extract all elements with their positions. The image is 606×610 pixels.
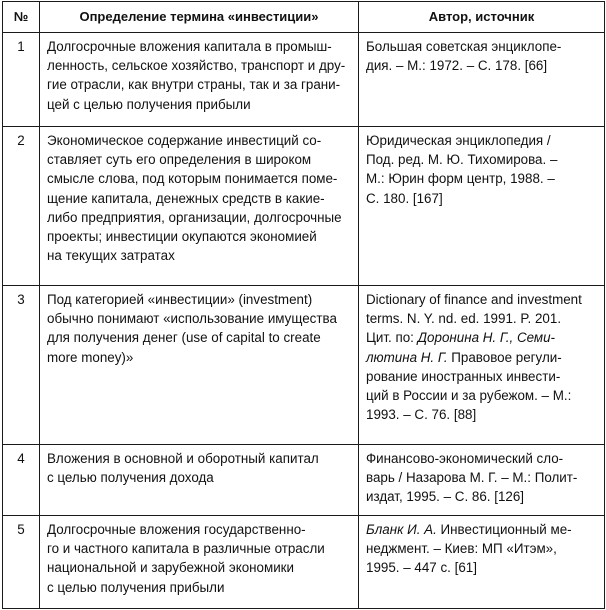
source-text: Инвестиционный ме- [436,522,572,537]
source-line [366,328,597,347]
definition-line: смысле слова, под которым понимается поме- [47,171,338,187]
source-line: 1993. – С. 76. [88] [366,407,477,423]
source-line: неджмент. – Киев: МП «Итэм», [366,541,557,557]
definition-line: Вложения в основной и оборотный капитал [47,451,319,466]
definition-line: ленность, сельское хозяйство, транспорт и дру- [47,58,346,74]
row-number: 4 [3,445,40,516]
header-source: Автор, источник [359,2,605,33]
source-line: С. 180. [167] [366,190,443,206]
table-row [3,33,605,127]
source-line [366,520,597,539]
row-number: 1 [3,33,40,127]
definition-line: щение капитала, денежных средств в какие- [47,190,325,206]
source-author-italic: Доронина Н. Г., Семи- [417,330,556,346]
source-text: Цит. по: [366,330,418,346]
row-number: 3 [3,286,40,445]
source-line: Финансово-экономический сло- [366,451,564,466]
definition-line: с целью получения дохода [47,470,214,486]
definition-line: гие отрасли, как внутри страны, так и за грани- [47,77,341,93]
definition-line: ставляет суть его определения в широком [47,152,312,168]
source-line: варь / Назарова М. Г. – М.: Полит- [366,470,578,486]
source-line: Dictionary of finance and investment [366,292,582,307]
source-line: 1995. – 447 с. [61] [366,560,477,576]
source-line: Большая советская энциклопе- [366,39,562,54]
definition-line: more money)» [47,349,134,365]
source-line: рование иностранных инвести- [366,368,561,384]
definition-cell [40,127,359,286]
header-definition: Определение термина «инвестиции» [40,2,359,33]
source-author-italic: Бланк И. А. [366,522,437,537]
definition-line: национальной и зарубежной экономики [47,560,295,576]
definition-line: для получения денег (use of capital to create [47,330,321,346]
header-num: № [3,2,40,33]
source-line: Под. ред. М. Ю. Тихомирова. – [366,152,558,168]
table-row [3,286,605,445]
definition-line: го и частного капитала в различные отрасли [47,541,325,557]
definition-line: Экономическое содержание инвестиций со- [47,133,322,148]
definition-line: на текущих затратах [47,248,175,264]
definition-cell [40,516,359,609]
source-line: ций в России и за рубежом. – М.: [366,388,572,404]
table-row [3,127,605,286]
source-cell [359,286,605,445]
source-line: дия. – М.: 1972. – С. 178. [66] [366,58,548,74]
source-cell [359,33,605,127]
source-cell [359,127,605,286]
row-number: 2 [3,127,40,286]
table-row [3,516,605,609]
investment-definitions-table [2,1,605,609]
table-header-row [3,2,605,33]
source-cell [359,445,605,516]
definition-cell [40,445,359,516]
source-line: М.: Юрин форм центр, 1988. – [366,171,555,187]
definition-line: с целью получения прибыли [47,579,225,595]
definition-cell [40,286,359,445]
source-line: Юридическая энциклопедия / [366,133,551,148]
definition-cell [40,33,359,127]
row-number: 5 [3,516,40,609]
source-text: Правовое регули- [447,349,562,365]
definition-line: Под категорией «инвестиции» (investment) [47,292,313,307]
source-line [366,348,597,367]
definition-line: либо предприятия, организации, долгосрочные [47,209,342,225]
source-line: terms. N. Y. nd. ed. 1991. P. 201. [366,311,562,327]
definition-line: цей с целью получения прибыли [47,96,251,112]
table-row [3,445,605,516]
source-author-italic: лютина Н. Г. [366,349,448,365]
definition-line: обычно понимают «использование имущества [47,311,337,327]
source-line: издат, 1995. – С. 86. [126] [366,489,525,505]
definition-line: Долгосрочные вложения государственно- [47,522,306,537]
source-cell [359,516,605,609]
definition-line: проекты; инвестиции окупаются экономией [47,229,317,245]
definition-line: Долгосрочные вложения капитала в промыш- [47,39,332,54]
